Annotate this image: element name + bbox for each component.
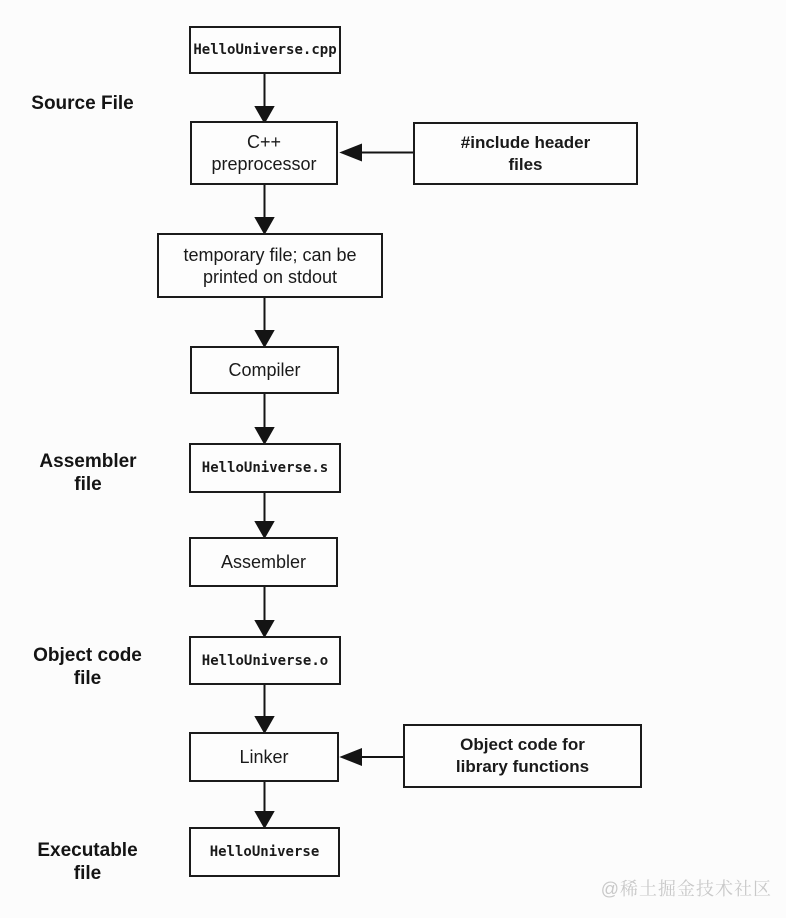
arrow-tempfile-to-compiler [256, 298, 273, 346]
arrow-preprocessor-to-tempfile [256, 185, 273, 233]
node-label: library functions [455, 757, 590, 776]
node-label: #include header [460, 132, 591, 152]
stage-label-object-code-file [15, 644, 160, 690]
arrow-source-to-preprocessor [256, 74, 273, 122]
arrow-asmfile-to-assembler [256, 493, 273, 537]
arrow-assembler-to-objfile [256, 587, 273, 636]
arrow-compiler-to-asmfile [256, 394, 273, 443]
stage-label-assembler-file [20, 450, 156, 496]
node-label: Compiler [228, 360, 301, 380]
node-label: Assembler [220, 552, 307, 572]
node-assembler-file [189, 443, 341, 493]
stage-label-line: Executable [37, 840, 138, 861]
stage-label-line: file [74, 474, 102, 495]
watermark-text: @稀土掘金技术社区 [600, 879, 772, 899]
node-source-file [189, 26, 341, 74]
node-label: HelloUniverse.s [201, 460, 329, 476]
node-label: HelloUniverse.cpp [193, 42, 337, 58]
node-label: Linker [239, 747, 289, 767]
stage-label-line: Source File [31, 93, 134, 114]
node-compiler [190, 346, 339, 394]
stage-label-executable-file [15, 839, 160, 885]
node-label: HelloUniverse.o [201, 652, 329, 669]
node-label: Object code for [460, 735, 585, 754]
node-temporary-file [157, 233, 383, 298]
node-preprocessor [190, 121, 338, 185]
node-linker [189, 732, 339, 782]
node-executable [189, 827, 340, 877]
node-label: temporary file; can be [183, 244, 357, 265]
node-label: files [508, 154, 543, 174]
arrow-linker-to-exefile [256, 782, 273, 827]
stage-label-line: file [73, 863, 102, 884]
arrow-objfile-to-linker [256, 685, 273, 732]
node-library-object-code [403, 724, 642, 788]
node-object-file [189, 636, 341, 685]
node-include-headers [413, 122, 638, 185]
stage-label-line: file [73, 668, 102, 689]
arrow-libobj-to-linker [342, 750, 403, 765]
stage-label-line: Object code [33, 645, 142, 666]
node-assembler [189, 537, 338, 587]
node-label: preprocessor [211, 154, 317, 174]
node-label: printed on stdout [202, 266, 338, 287]
stage-label-line: Assembler [39, 451, 137, 472]
arrow-headers-to-preprocessor [342, 145, 413, 160]
stage-label-source-file [15, 92, 150, 115]
node-label: HelloUniverse [209, 844, 320, 860]
node-label: C++ [246, 132, 282, 152]
